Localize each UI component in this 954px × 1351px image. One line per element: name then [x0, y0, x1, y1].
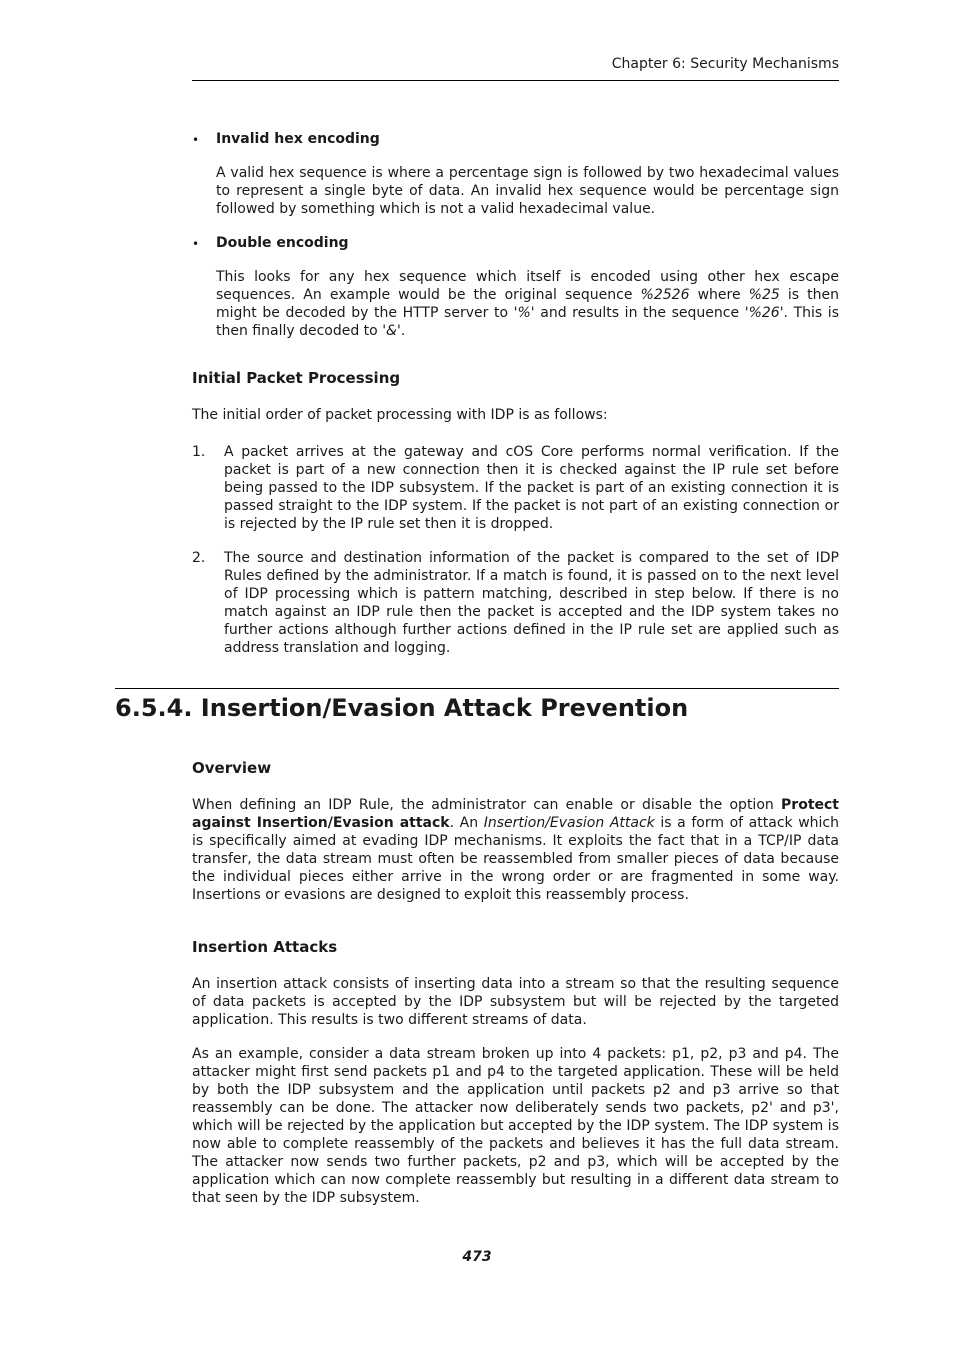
bullet-text-double-encoding: This looks for any hex sequence which itself is encoded using other hex escape sequences. An example would be the original sequence %2526 where %25 is then might be decoded by the HTTP server to '%' and results in the sequence '%26'. This is then finally decoded to '&'.: [216, 269, 839, 339]
bullet-title-invalid-hex: Invalid hex encoding: [216, 131, 380, 147]
step-text: A packet arrives at the gateway and cOS Core performs normal verification. If the packet is part of a new connection then it is checked against the IP rule set before being passed to the IDP subsystem. If the packet is part of an existing connection it is passed straight to the IDP system. If the packet is not part of an existing connection or is rejected by the IP rule set then it is dropped.: [224, 444, 839, 532]
step-number: 1.: [192, 444, 206, 460]
insertion-paragraph-2: As an example, consider a data stream broken up into 4 packets: p1, p2, p3 and p4. The attacker might first send packets p1 and p4 to the targeted application. These will be held by both the IDP subsystem and the application until packets p2 and p3 arrive so that reassembly can be done. The attacker now deliberately sends two packets, p2' and p3', which will be rejected by the application but accepted by the IDP system. The IDP system is now able to complete reassembly of the packets and believes it has the full data stream. The attacker now sends two further packets, p2 and p3, which will be accepted by the application which can now complete reassembly but resulting in a different data stream to that seen by the IDP subsystem.: [192, 1046, 839, 1206]
step-number: 2.: [192, 550, 206, 566]
bullet-title-double-encoding: Double encoding: [216, 235, 349, 251]
bullet-marker: •: [192, 237, 200, 251]
heading-initial-packet-processing: Initial Packet Processing: [192, 369, 401, 387]
bullet-marker: •: [192, 133, 200, 147]
heading-overview: Overview: [192, 759, 272, 777]
section-title: 6.5.4. Insertion/Evasion Attack Prevention: [115, 694, 689, 722]
section-divider: [115, 688, 839, 689]
step-text: The source and destination information of the packet is compared to the set of IDP Rules defined by the administrator. If a match is found, it is passed on to the next level of IDP processing which is pattern matching, described in step below. If there is no match against an IDP rule then the packet is accepted and the IDP system takes no further actions although further actions defined in the IP rule set are applied such as address translation and logging.: [224, 550, 839, 656]
running-header: Chapter 6: Security Mechanisms: [611, 56, 839, 72]
heading-insertion-attacks: Insertion Attacks: [192, 938, 338, 956]
overview-paragraph: When defining an IDP Rule, the administrator can enable or disable the option Protect against Insertion/Evasion attack. An Insertion/Evasion Attack is a form of attack which is specifically aimed at evading IDP mechanisms. It exploits the fact that in a TCP/IP data transfer, the data stream must often be reassembled from smaller pieces of data because the individual pieces either arrive in the wrong order or are fragmented in some way. Insertions or evasions are designed to exploit this reassembly process.: [192, 797, 840, 903]
header-divider: [192, 80, 839, 81]
page-number: 473: [462, 1249, 492, 1265]
bullet-text-invalid-hex: A valid hex sequence is where a percentage sign is followed by two hexadecimal values to represent a single byte of data. An invalid hex sequence would be percentage sign followed by something which is not a valid hexadecimal value.: [216, 165, 839, 217]
intro-paragraph: The initial order of packet processing with IDP is as follows:: [192, 407, 608, 423]
insertion-paragraph-1: An insertion attack consists of inserting data into a stream so that the resulting sequence of data packets is accepted by the IDP subsystem but will be rejected by the targeted application. This results is two different streams of data.: [192, 976, 839, 1028]
